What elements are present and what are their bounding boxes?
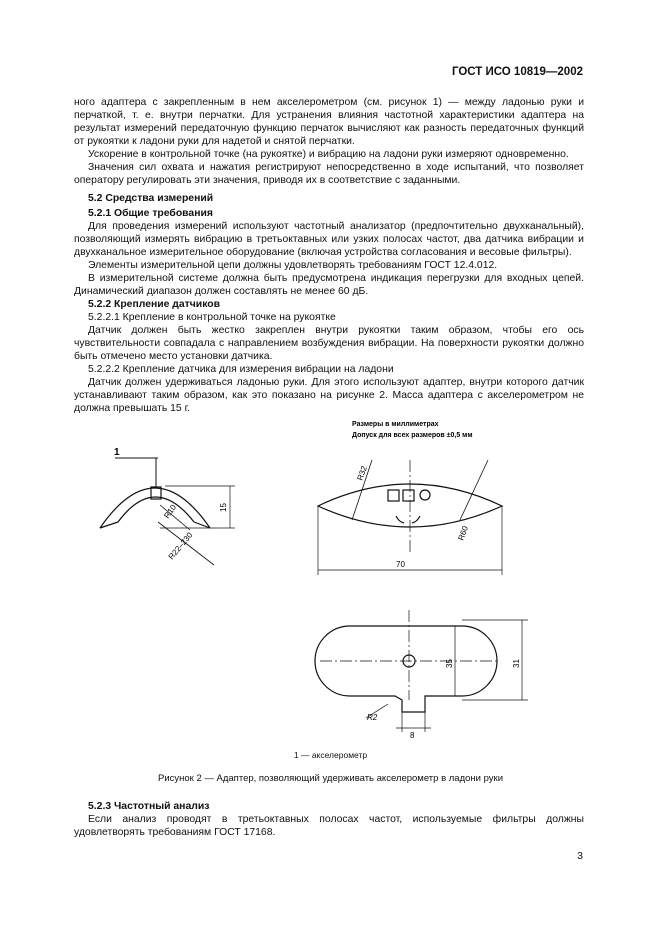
subsection-heading: 5.2.3 Частотный анализ — [88, 801, 210, 812]
subsection-heading: 5.2.1 Общие требования — [88, 208, 213, 219]
section-5-2-3 — [74, 800, 584, 839]
adapter-inner-arc — [118, 497, 194, 522]
dim-70: 70 — [396, 560, 405, 569]
dim-15: 15 — [219, 503, 228, 512]
dim-r60: R60 — [456, 524, 470, 542]
paragraph: Если анализ проводят в третьоктавных полосах частот, используемые фильтры должны удовлетворять требованиям ГОСТ 17168. — [74, 814, 584, 838]
dim-r32: R32 — [355, 464, 369, 482]
paragraph: Для проведения измерений используют частотный анализатор (предпочтительно двухканальный), позволяющий измерять вибрацию в третьоктавных или узких полосах частот, два датчика вибрации и двухканальное измерительное оборудование (включая устройства согласования и весовые фильтры). — [74, 221, 584, 258]
dim-35: 35 — [445, 659, 454, 668]
tolerance-note: Допуск для всех размеров ±0,5 мм — [352, 432, 473, 439]
page-number: 3 — [577, 850, 583, 862]
paragraph: Датчик должен удерживаться ладонью руки. Для этого используют адаптер, внутри которого датчик устанавливают таким образом, как это показано на рисунке 2. Масса адаптера с акселерометром не должна превышать 15 г. — [74, 377, 584, 414]
paragraph: ного адаптера с закрепленным в нем акселерометром (см. рисунок 1) — между ладонью руки и перчаткой, т. е. внутри перчатки. Для устранения влияния частотной характеристики адаптера на результат измерений передаточную функцию перчаток вычисляют как разность передаточных функций от рукоятки к ладони руки для надетой и снятой перчатки. — [74, 97, 584, 147]
page-header: ГОСТ ИСО 10819—2002 — [451, 66, 583, 78]
dim-r10: R10 — [162, 502, 179, 521]
dim-8: 8 — [410, 731, 415, 740]
subsubsection-heading: 5.2.2.1 Крепление в контрольной точке на рукоятке — [88, 312, 336, 323]
figure-legend: 1 — акселерометр — [293, 750, 368, 760]
paragraph: В измерительной системе должна быть предусмотрена индикация перегрузки для входных цепей. Динамический диапазон должен составлять не менее 60 дБ. — [74, 273, 584, 297]
dim-r2: R2 — [367, 713, 378, 722]
subsubsection-heading: 5.2.2.2 Крепление датчика для измерения вибрации на ладони — [88, 364, 394, 375]
dim-r22-230: R22–230 — [166, 530, 195, 562]
dim-31: 31 — [512, 659, 521, 668]
body-text — [74, 96, 584, 415]
paragraph: Датчик должен быть жестко закреплен внутри рукоятки таким образом, чтобы его ось чувствительности совпадала с направлением возбуждения вибрации. На поверхности рукоятки должно быть отмечено место установки датчика. — [74, 325, 584, 362]
subsection-heading: 5.2.2 Крепление датчиков — [88, 299, 220, 310]
figure-caption: Рисунок 2 — Адаптер, позволяющий удерживать акселерометр в ладони руки — [157, 773, 503, 784]
dimension-note: Размеры в миллиметрах — [352, 421, 439, 428]
callout-number: 1 — [114, 447, 120, 458]
paragraph: Элементы измерительной цепи должны удовлетворять требованиям ГОСТ 12.4.012. — [88, 260, 498, 271]
paragraph: Значения сил охвата и нажатия регистрируют непосредственно в ходе испытаний, что позволяет оператору регулировать эти значения, приводя их в соответствие с заданными. — [74, 162, 584, 186]
adapter-plan-view — [315, 626, 497, 712]
section-heading: 5.2 Средства измерений — [88, 193, 214, 204]
adapter-drawing — [0, 415, 661, 745]
paragraph: Ускорение в контрольной точке (на рукоятке) и вибрацию на ладони руки измеряют одновременно. — [88, 149, 569, 160]
